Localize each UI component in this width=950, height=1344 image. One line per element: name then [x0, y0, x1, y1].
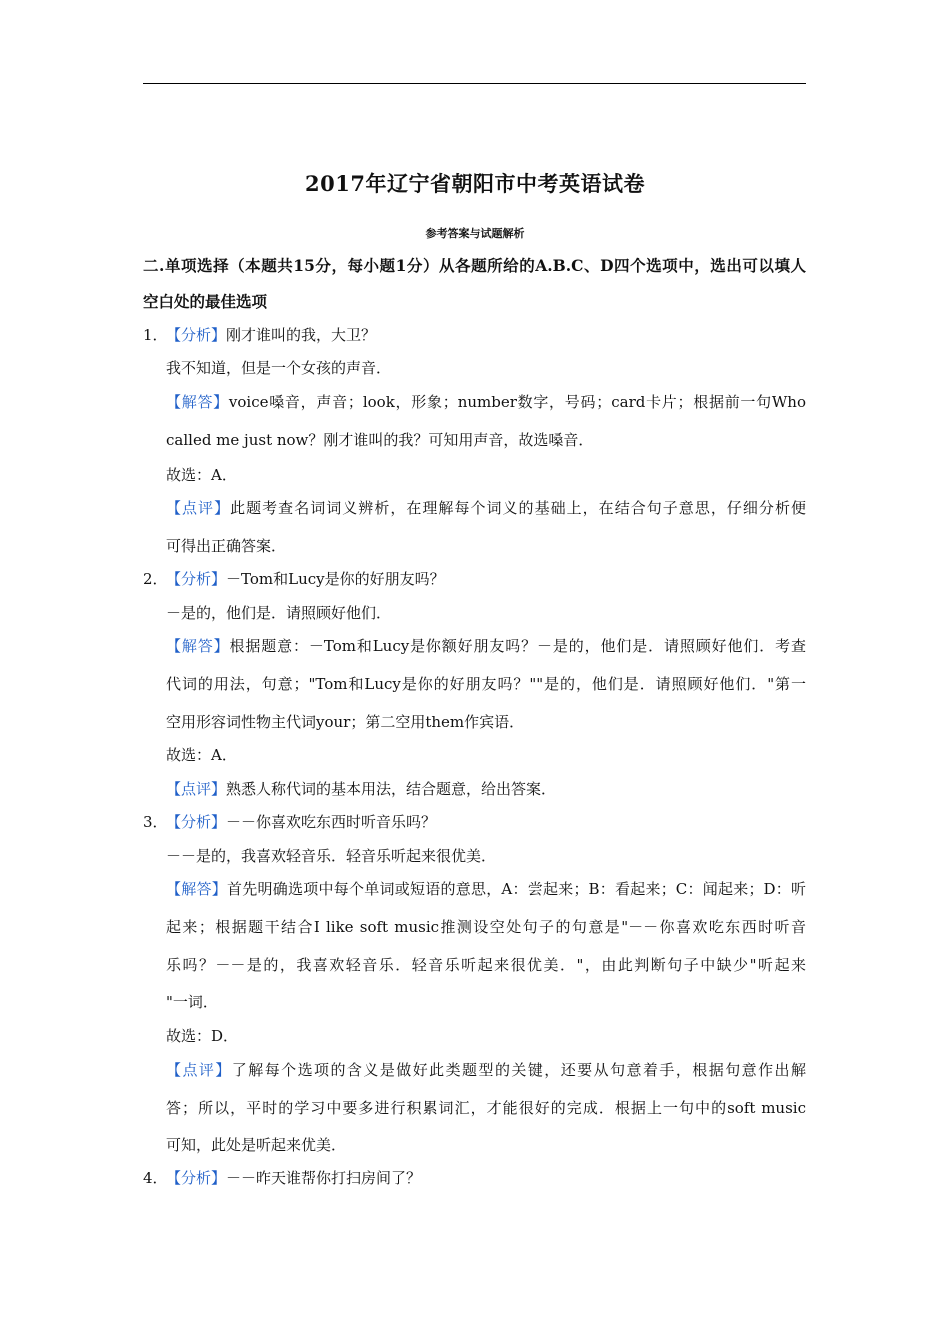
q1-choice: 故选：A． — [166, 466, 237, 484]
q1-analysis — [166, 325, 376, 345]
q3-answer-text: 首先明确选项中每个单词或短语的意思，A：尝起来；B：看起来；C：闻起来；D：听 — [227, 880, 806, 898]
page-subtitle: 参考答案与试题解析 — [425, 227, 525, 240]
q3-answer-line2: 起来；根据题干结合I like soft music推测设空处句子的句意是"－－你喜欢吃东西时听音 — [166, 918, 806, 936]
question-number-1: 1． — [143, 326, 168, 344]
answer-tag: 【解答】 — [166, 637, 230, 655]
q1-analysis-text: 刚才谁叫的我，大卫？ — [226, 326, 377, 344]
question-number-3: 3． — [143, 813, 168, 831]
q1-comment-text: 此题考查名词词义辨析，在理解每个词义的基础上，在结合句子意思，仔细分析便 — [230, 499, 806, 517]
q2-analysis-text: －Tom和Lucy是你的好朋友吗？ — [226, 570, 445, 588]
q3-answer-line3: 乐吗？－－是的，我喜欢轻音乐．轻音乐听起来很优美．"，由此判断句子中缺少"听起来 — [166, 956, 806, 974]
q3-answer-line1 — [166, 879, 806, 899]
q2-answer-line2: 代词的用法，句意；"Tom和Lucy是你的好朋友吗？""是的，他们是．请照顾好他们．"第一 — [166, 675, 806, 693]
section-heading-line2: 空白处的最佳选项 — [143, 292, 268, 311]
q2-answer-line3: 空用形容词性物主代词your；第二空用them作宾语． — [166, 713, 525, 731]
q3-answer-line4: "一词． — [166, 993, 218, 1011]
q1-comment-line1 — [166, 498, 806, 518]
analysis-tag: 【分析】 — [166, 1169, 227, 1187]
page-title: 2017年辽宁省朝阳市中考英语试卷 — [305, 171, 645, 196]
q4-analysis-text: －－昨天谁帮你打扫房间了？ — [226, 1169, 422, 1187]
q1-answer-line1 — [166, 392, 806, 412]
q2-choice: 故选：A． — [166, 746, 237, 764]
comment-tag: 【点评】 — [166, 1061, 232, 1079]
q3-analysis — [166, 812, 436, 832]
q3-comment-line3: 可知，此处是听起来优美． — [166, 1136, 347, 1154]
q3-comment-line1 — [166, 1060, 806, 1080]
q4-analysis — [166, 1168, 421, 1188]
q1-answer-text: voice嗓音，声音；look，形象；number数字，号码；card卡片；根据前一句Who — [228, 393, 806, 411]
q3-comment-line2: 答；所以，平时的学习中要多进行积累词汇，才能很好的完成．根据上一句中的soft music — [166, 1099, 806, 1117]
q2-comment-line1 — [166, 779, 556, 799]
answer-tag: 【解答】 — [166, 880, 227, 898]
comment-tag: 【点评】 — [166, 499, 231, 517]
analysis-tag: 【分析】 — [166, 570, 227, 588]
q3-analysis-line2: －－是的，我喜欢轻音乐．轻音乐听起来很优美． — [166, 847, 497, 865]
analysis-tag: 【分析】 — [166, 326, 227, 344]
answer-tag: 【解答】 — [166, 393, 229, 411]
comment-tag: 【点评】 — [166, 780, 227, 798]
q2-comment-text: 熟悉人称代词的基本用法，结合题意，给出答案． — [226, 780, 557, 798]
q2-answer-line1 — [166, 636, 806, 656]
q2-answer-text: 根据题意：－Tom和Lucy是你额好朋友吗？－是的，他们是．请照顾好他们．考查 — [229, 637, 806, 655]
q2-analysis-line2: －是的，他们是．请照顾好他们． — [166, 604, 392, 622]
q1-analysis-line2: 我不知道，但是一个女孩的声音． — [166, 359, 392, 377]
q3-comment-text: 了解每个选项的含义是做好此类题型的关键，还要从句意着手，根据句意作出解 — [231, 1061, 806, 1079]
question-number-4: 4． — [143, 1169, 168, 1187]
q3-choice: 故选：D． — [166, 1027, 239, 1045]
q3-analysis-text: －－你喜欢吃东西时听音乐吗？ — [226, 813, 437, 831]
question-number-2: 2． — [143, 570, 168, 588]
analysis-tag: 【分析】 — [166, 813, 227, 831]
header-rule — [143, 83, 806, 84]
q1-answer-line2: called me just now？刚才谁叫的我？可知用声音，故选嗓音． — [166, 431, 594, 449]
q2-analysis — [166, 569, 445, 589]
section-heading-line1: 二.单项选择（本题共15分，每小题1分）从各题所给的A.B.C、D四个选项中，选出可以填人 — [143, 256, 806, 275]
q1-comment-line2: 可得出正确答案． — [166, 537, 287, 555]
